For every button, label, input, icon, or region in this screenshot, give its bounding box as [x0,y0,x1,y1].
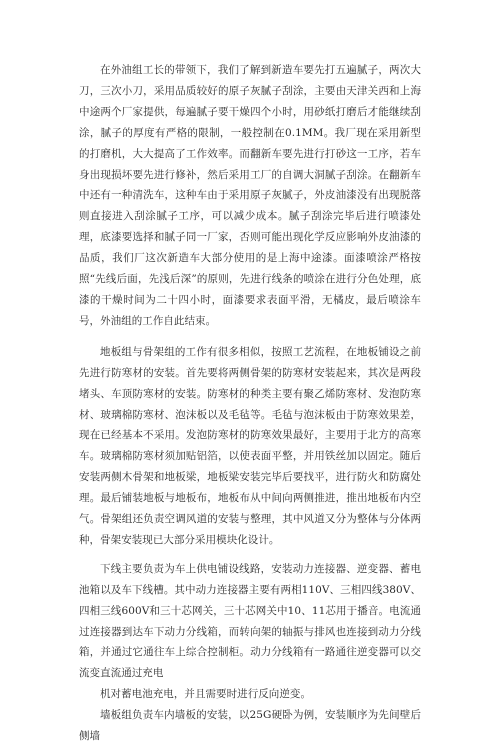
document-body [79,60,421,747]
paragraph-floor-frame: 地板组与骨架组的工作有很多相似，按照工艺流程，在地板铺设之前先进行防寒材的安装。首先要将两侧骨架的防寒材安装起来，其次是两段堵头、车顶防寒材的安装。防寒材的种类主要有聚乙烯防寒材、发泡防寒材、玻璃棉防寒材、泡沫板以及毛毡等。毛毡与泡沫板由于防寒效果差，现在已经基本不采用。发泡防寒材的防寒效果最好，主要用于北方的高寒车。玻璃棉防寒材须加贴铝箔，以使表面平整，并用铁丝加以固定。随后安装两侧木骨架和地板梁，地板梁安装完毕后要找平，进行防火和防腐处理。最后铺装地板与地板布，地板布从中间向两侧推进，推出地板布内空气。骨架组还负责空调风道的安装与整理，其中风道又分为整体与分体两种，骨架安装现已大部分采用模块化设计。 [79,345,421,546]
paragraph-wiring: 下线主要负责为车上供电铺设线路，安装动力连接器、逆变器、蓄电池箱以及车下线槽。其中动力连接器主要有两相110V、三相四线380V、四相三线600V和三十芯网关，三十芯网关中10、11芯用于播音。电流通过连接器到达车下动力分线箱，而转向架的轴振与排风也连接到动力分线箱，并通过它通往车上综合控制柜。动力分线箱有一路通往逆变器可以交流变直流通过充电 [79,562,421,680]
paragraph-painting: 在外油组工长的带领下，我们了解到新造车要先打五遍腻子，两次大刀，三次小刀，采用品质较好的原子灰腻子刮涂，主要由天津关西和上海中途两个厂家提供，每遍腻子要干燥四个小时，用砂纸打磨后才能继续刮涂，腻子的厚度有严格的限制，一般控制在0.1MM。我厂现在采用新型的打磨机，大大提高了工作效率。而翻新车要先进行打砂这一工序，若车身出现损坏要先进行修补，然后采用工厂的自调大洞腻子刮涂。在翻新车中还有一种清洗车，这种车由于采用原子灰腻子，外皮油漆没有出现脱落则直接进入刮涂腻子工序，可以减少成本。腻子刮涂完毕后进行喷漆处理，底漆要选择和腻子同一厂家，否则可能出现化学反应影响外皮油漆的品质，我们厂这次新造车大部分使用的是上海中途漆。面漆喷涂严格按照“先线后面，先浅后深”的原则，先进行线条的喷涂在进行分色处理，底漆的干燥时间为二十四小时，面漆要求表面平滑，无橘皮，最后喷涂车号，外油组的工作自此结束。 [79,64,421,327]
paragraph-battery-charging: 机对蓄电池充电，并且需要时进行反向逆变。 [100,688,311,701]
paragraph-wall-panel: 墙板组负责车内墙板的安装，以25G硬卧为例，安装顺序为先间壁后侧墙 [79,709,421,743]
